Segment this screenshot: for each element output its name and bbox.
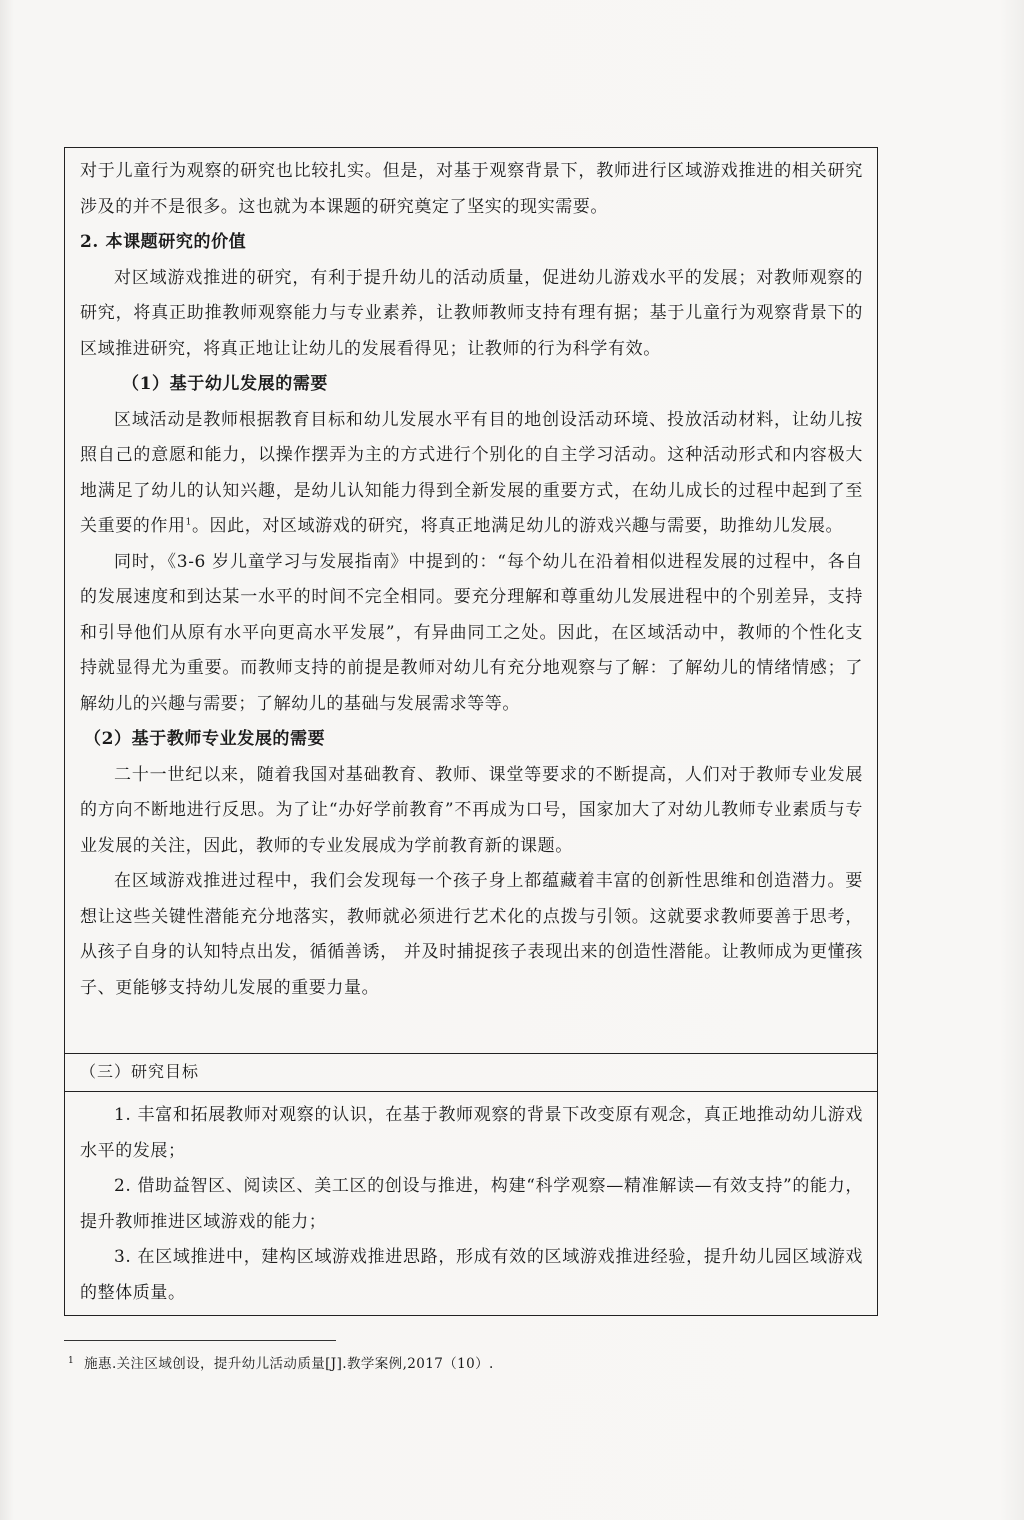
- paragraph-teacher-development-2: 在区域游戏推进过程中，我们会发现每一个孩子身上都蕴藏着丰富的创新性思维和创造潜力。要想让这些关键性潜能充分地落实，教师就必须进行艺术化的点拨与引领。这就要求教师要善于思考，从孩子自身的认知特点出发，循循善诱， 并及时捕捉孩子表现出来的创造性潜能。让教师成为更懂孩子、更能够支持幼儿发展的重要力量。: [80, 871, 863, 998]
- paragraph-research-value: 对区域游戏推进的研究，有利于提升幼儿的活动质量，促进幼儿游戏水平的发展；对教师观察的研究，将真正助推教师观察能力与专业素养，让教师教师支持有理有据；基于儿童行为观察背景下的区域推进研究，将真正地让让幼儿的发展看得见；让教师的行为科学有效。: [80, 267, 863, 359]
- paragraph-intro-continued: 对于儿童行为观察的研究也比较扎实。但是，对基于观察背景下，教师进行区域游戏推进的相关研究涉及的并不是很多。这也就为本课题的研究奠定了坚实的现实需要。: [80, 161, 863, 217]
- goal-item: 2. 借助益智区、阅读区、美工区的创设与推进，构建“科学观察—精准解读—有效支持”的能力，提升教师推进区域游戏的能力；: [80, 1176, 863, 1232]
- paragraph-child-development-1a: 区域活动是教师根据教育目标和幼儿发展水平有目的地创设活动环境、投放活动材料，让幼儿按照自己的意愿和能力，以操作摆弄为主的方式进行个别化的自主学习活动。这种活动形式和内容极大地满足了幼儿的认知兴趣，是幼儿认知能力得到全新发展的重要方式，在幼儿成长的过程中起到了至关重要的作用: [80, 409, 863, 536]
- subheading-child-development: （1）基于幼儿发展的需要: [122, 374, 329, 394]
- section-header-cell: [65, 1053, 877, 1092]
- goal-item: 3. 在区域推进中，建构区域游戏推进思路，形成有效的区域游戏推进经验，提升幼儿园区域游戏的整体质量。: [80, 1247, 863, 1303]
- footnote-text: 施惠.关注区域创设，提升幼儿活动质量[J].教学案例,2017（10）.: [84, 1356, 494, 1372]
- paragraph-teacher-development-1: 二十一世纪以来，随着我国对基础教育、教师、课堂等要求的不断提高，人们对于教师专业发展的方向不断地进行反思。为了让“办好学前教育”不再成为口号，国家加大了对幼儿教师专业素质与专业发展的关注，因此，教师的专业发展成为学前教育新的课题。: [80, 764, 863, 856]
- footnote: [68, 1352, 494, 1372]
- research-goals-cell: [65, 1092, 877, 1315]
- footnote-divider: [64, 1340, 336, 1341]
- form-table: [64, 147, 878, 1316]
- subheading-teacher-development: （2）基于教师专业发展的需要: [84, 729, 326, 749]
- footnote-reference: 1: [185, 517, 192, 528]
- heading-research-value: 2. 本课题研究的价值: [80, 232, 247, 252]
- goal-item: 1. 丰富和拓展教师对观察的认识，在基于教师观察的背景下改变原有观念，真正地推动幼儿游戏水平的发展；: [80, 1105, 863, 1161]
- paragraph-child-development-1: [80, 403, 863, 545]
- section-title: （三）研究目标: [80, 1062, 200, 1081]
- paragraph-child-development-1b: 。因此，对区域游戏的研究，将真正地满足幼儿的游戏兴趣与需要，助推幼儿发展。: [191, 516, 844, 536]
- paragraph-child-development-2: 同时，《3-6 岁儿童学习与发展指南》中提到的：“每个幼儿在沿着相似进程发展的过程中，各自的发展速度和到达某一水平的时间不完全相同。要充分理解和尊重幼儿发展进程中的个别差异，支持和引导他们从原有水平向更高水平发展”，有异曲同工之处。因此，在区域活动中，教师的个性化支持就显得尤为重要。而教师支持的前提是教师对幼儿有充分地观察与了解：了解幼儿的情绪情感；了解幼儿的兴趣与需要；了解幼儿的基础与发展需求等等。: [80, 551, 863, 714]
- footnote-mark: 1: [68, 1355, 75, 1366]
- research-background-cell: [65, 148, 877, 1053]
